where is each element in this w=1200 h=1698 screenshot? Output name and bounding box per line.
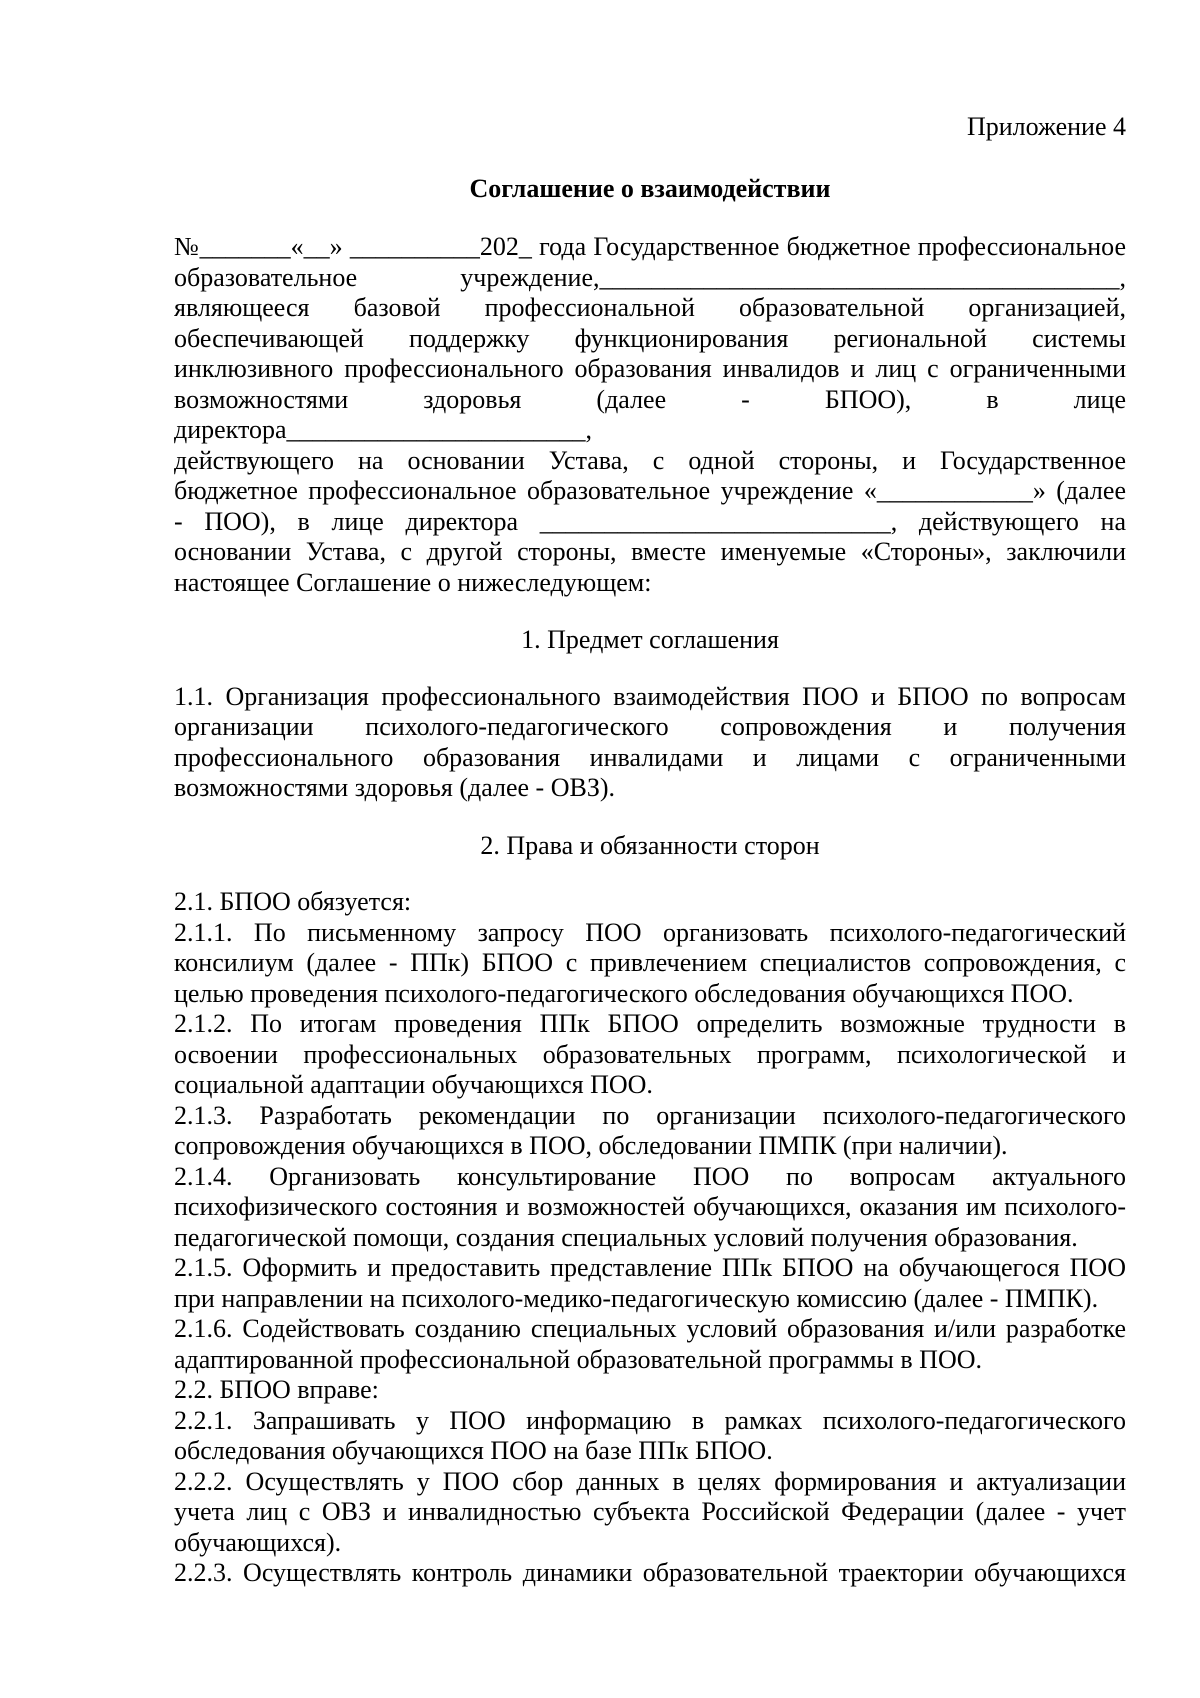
intro-paragraph [174, 232, 1126, 598]
intro-line: образовательное учреждение,________________________________________, [174, 262, 1126, 292]
intro-line: инклюзивного профессионального образования инвалидов и лиц с ограниченными [174, 354, 1126, 383]
clause-2-2-2: 2.2.2. Осуществлять у ПОО сбор данных в целях формирования и актуализации учета лиц с ОВЗ и инвалидностью субъекта Российской Федерации (далее - учет обучающихся). [174, 1466, 1126, 1557]
intro-line: - ПОО), в лице директора ___________________________, действующего на [174, 506, 1126, 536]
clause-2-2-3: 2.2.3. Осуществлять контроль динамики образовательной траектории обучающихся [174, 1558, 1126, 1587]
clause-2-2: 2.2. БПОО вправе: [174, 1375, 379, 1404]
clause-2-1-2: 2.1.2. По итогам проведения ППк БПОО определить возможные трудности в освоении профессиональных образовательных программ, психологической и социальной адаптации обучающихся ПОО. [174, 1009, 1126, 1099]
clause-2-2-1: 2.2.1. Запрашивать у ПОО информацию в рамках психолого-педагогического обследования обучающихся ПОО на базе ППк БПОО. [174, 1405, 1126, 1465]
intro-line: №_______«__» __________202_ года Государственное бюджетное профессиональное [174, 232, 1126, 261]
appendix-label: Приложение 4 [966, 112, 1126, 141]
clause-1-1: 1.1. Организация профессионального взаимодействия ПОО и БПОО по вопросам организации психолого-педагогического сопровождения и получения профессионального образования инвалидами и лицами с ограниченными возможностями здоровья (далее - ОВЗ). [174, 681, 1126, 802]
document-title: Соглашение о взаимодействии [469, 173, 831, 203]
intro-line: обеспечивающей поддержку функционирования региональной системы [174, 323, 1126, 353]
clause-2-1: 2.1. БПОО обязуется: [174, 887, 412, 916]
clause-2-1-1: 2.1.1. По письменному запросу ПОО организовать психолого-педагогический консилиум (далее - ППк) БПОО с привлечением специалистов сопровождения, с целью проведения психолого-педагогического обследования обучающихся ПОО. [174, 917, 1126, 1008]
clause-2-1-3: 2.1.3. Разработать рекомендации по организации психолого-педагогического сопровождения обучающихся в ПОО, обследовании ПМПК (при наличии). [174, 1100, 1126, 1160]
clause-2-1-5: 2.1.5. Оформить и предоставить представление ППк БПОО на обучающегося ПОО при направлении на психолого-медико-педагогическую комиссию (далее - ПМПК). [174, 1253, 1126, 1313]
clause-2-1-6: 2.1.6. Содействовать созданию специальных условий образования и/или разработке адаптированной профессиональной образовательной программы в ПОО. [174, 1314, 1126, 1374]
document-body [174, 112, 1126, 1589]
clause-2-1-4: 2.1.4. Организовать консультирование ПОО по вопросам актуального психофизического состояния и возможностей обучающихся, оказания им психолого-педагогической помощи, создания специальных условий получения образования. [174, 1161, 1126, 1252]
intro-line: бюджетное профессиональное образовательное учреждение «____________» (далее [174, 476, 1126, 505]
intro-line: возможностями здоровья (далее - БПОО), в лице директора_______________________, [174, 384, 1126, 444]
intro-line: действующего на основании Устава, с одной стороны, и Государственное [174, 445, 1126, 475]
intro-line: настоящее Соглашение о нижеследующем: [174, 567, 652, 597]
intro-line: являющееся базовой профессиональной образовательной организацией, [174, 293, 1126, 322]
section-1-heading: 1. Предмет соглашения [521, 625, 779, 654]
section-2-heading: 2. Права и обязанности сторон [480, 830, 820, 860]
intro-line: основании Устава, с другой стороны, вместе именуемые «Стороны», заключили [174, 537, 1126, 566]
